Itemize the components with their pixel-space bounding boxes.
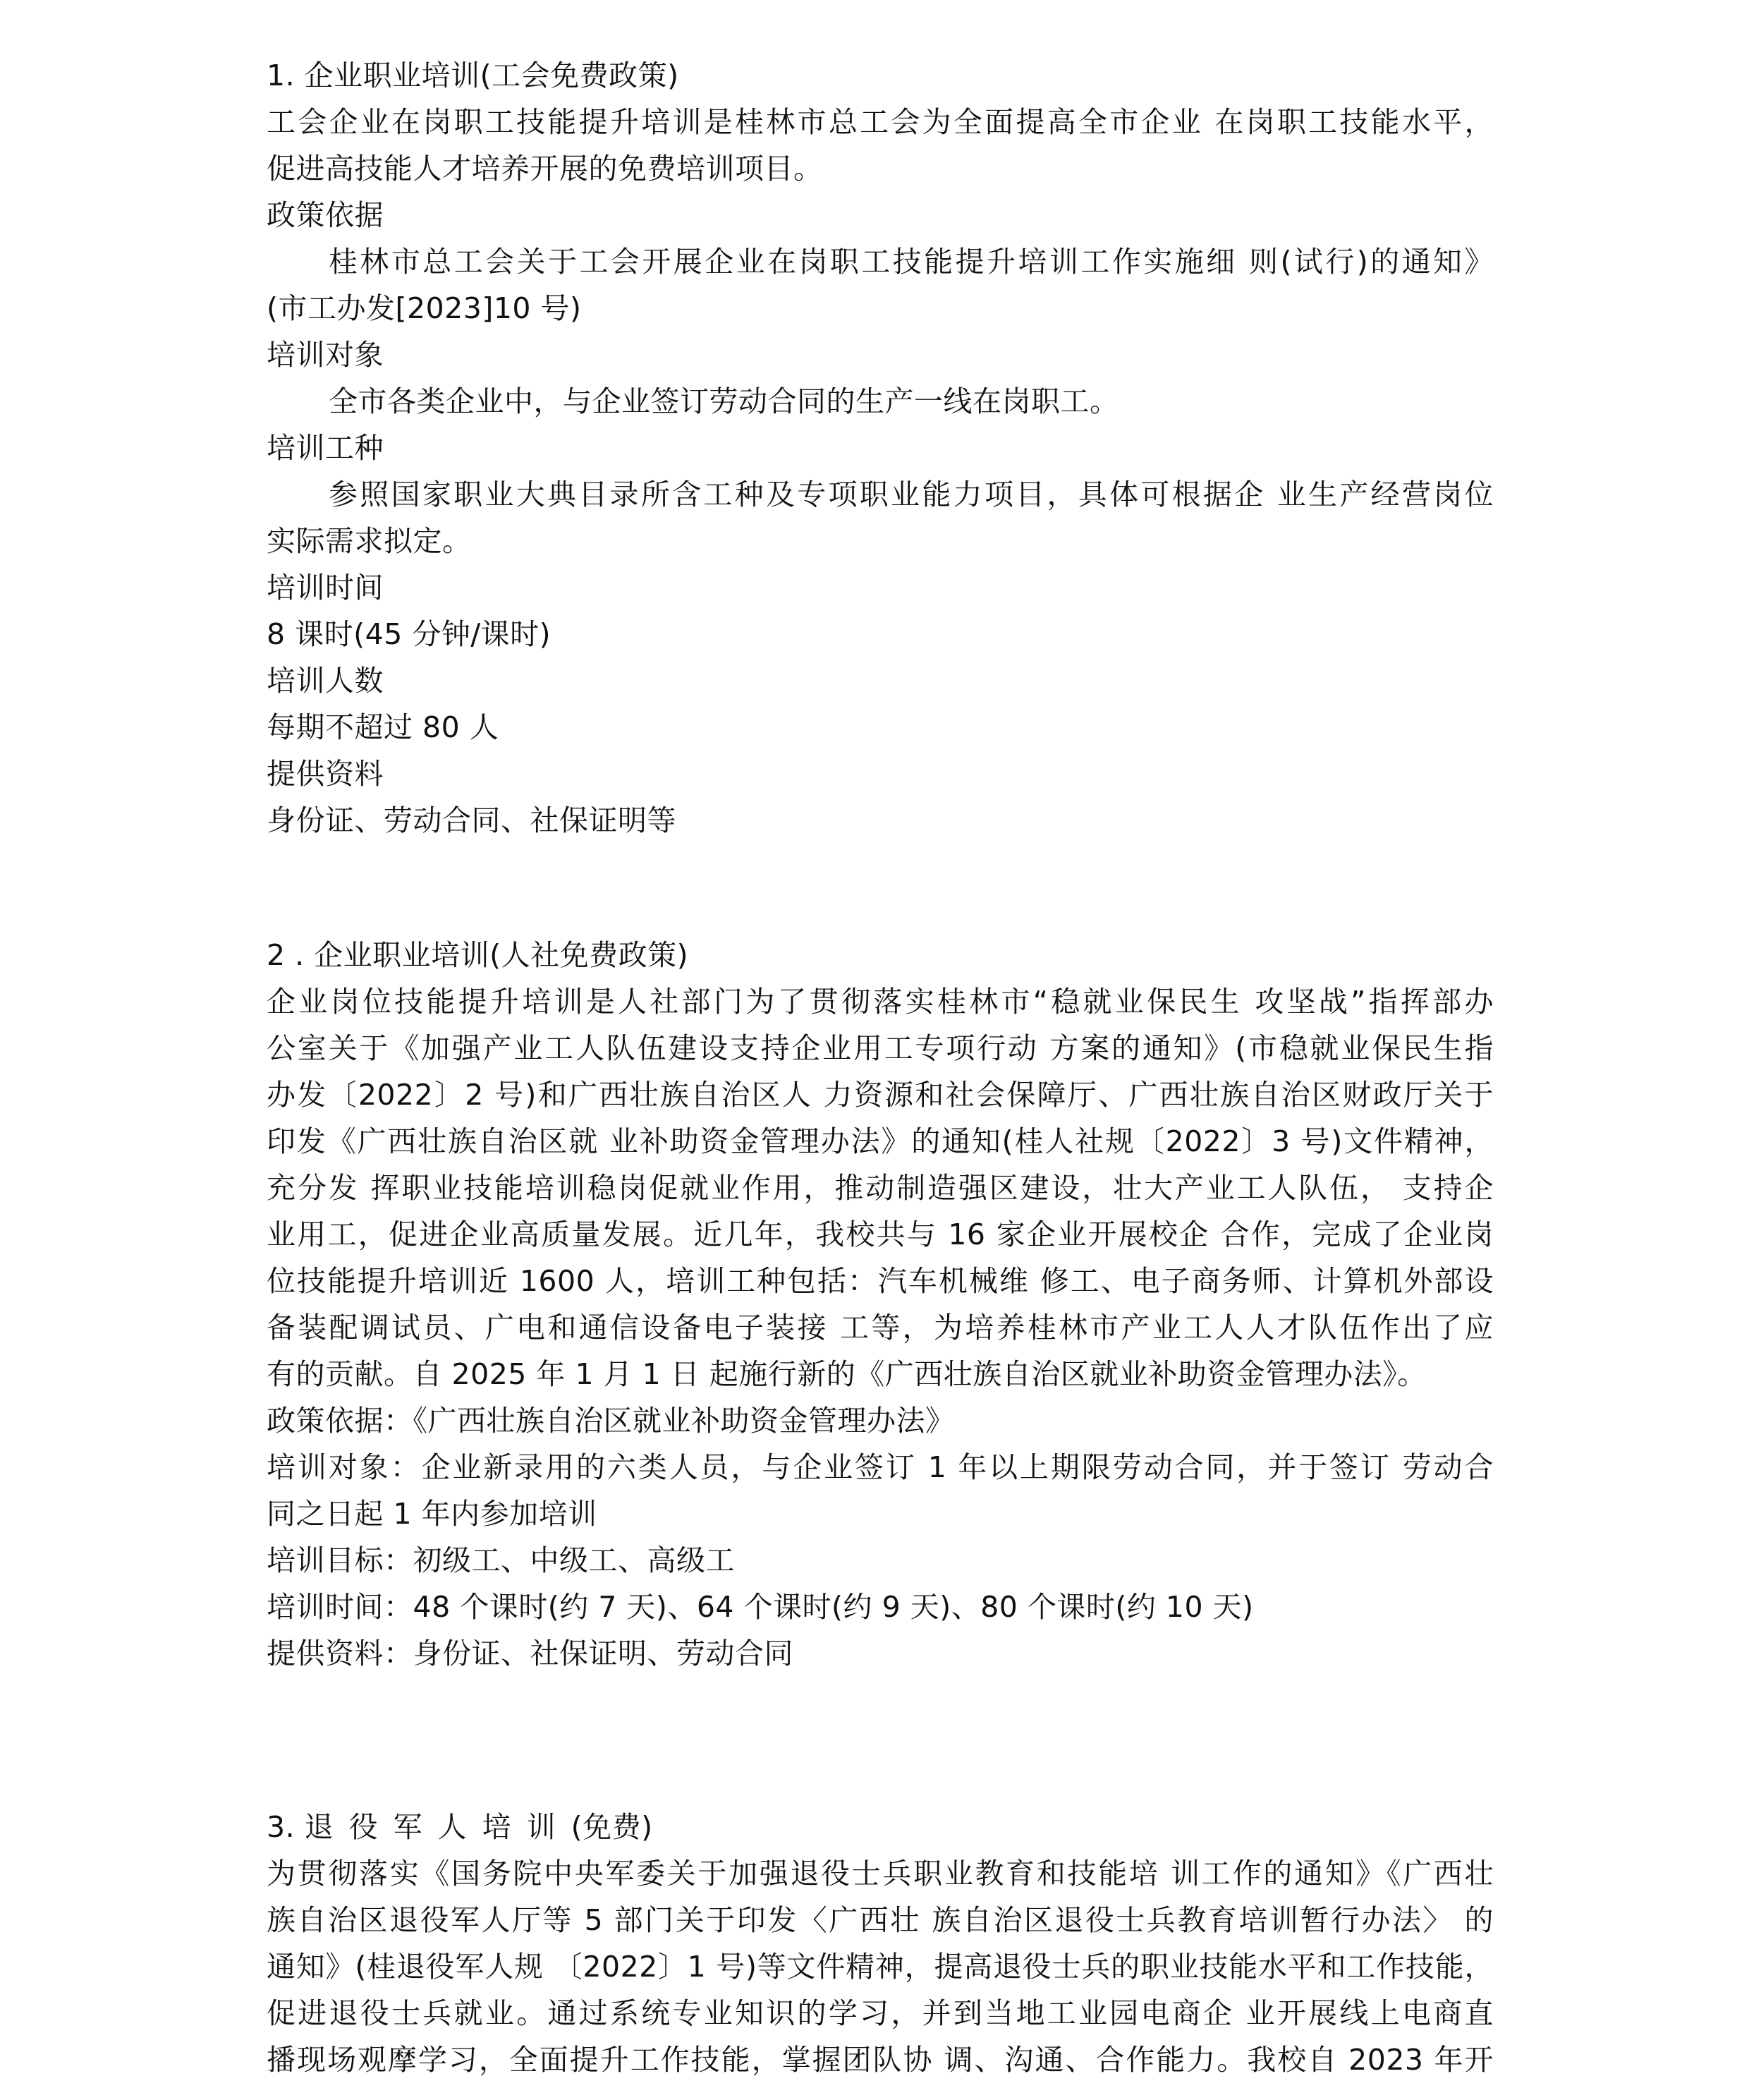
document-body [267, 0, 1494, 2100]
section-2-goal: 培训目标：初级工、中级工、高级工 [267, 1543, 735, 1577]
section-1-target-text: 全市各类企业中，与企业签订劳动合同的生产一线在岗职工。 [329, 384, 1119, 418]
section-3-heading-tail: (免费) [571, 1810, 653, 1844]
section-1-time-label: 培训时间 [267, 571, 384, 605]
section-2-body-line: 办发〔2022〕2 号)和广西壮族自治区人 力资源和社会保障厅、广西壮族自治区财政厅关于 [267, 1078, 1494, 1112]
section-1-intro-line: 工会企业在岗职工技能提升培训是桂林市总工会为全面提高全市企业 在岗职工技能水平， [267, 105, 1494, 139]
section-3-heading [267, 1804, 1494, 1850]
section-2-target: 培训对象：企业新录用的六类人员，与企业签订 1 年以上期限劳动合同，并于签订 劳动合 [267, 1450, 1494, 1484]
section-1-policy-text: 桂林市总工会关于工会开展企业在岗职工技能提升培训工作实施细 则(试行)的通知》 [329, 245, 1494, 279]
section-1-type-label: 培训工种 [267, 431, 384, 465]
section-3-body-line: 为贯彻落实《国务院中央军委关于加强退役士兵职业教育和技能培 训工作的通知》《广西壮 [267, 1857, 1494, 1890]
section-2-target: 同之日起 1 年内参加培训 [267, 1497, 597, 1531]
section-2-body-line: 备装配调试员、广电和通信设备电子装接 工等，为培养桂林市产业工人人才队伍作出了应 [267, 1311, 1494, 1345]
section-1-count-text: 每期不超过 80 人 [267, 710, 499, 744]
section-2-body-line: 印发《广西壮族自治区就 业补助资金管理办法》的通知(桂人社规〔2022〕3 号)文件精神， [267, 1124, 1494, 1158]
section-2-policy: 政策依据：《广西壮族自治区就业补助资金管理办法》 [267, 1404, 955, 1438]
section-1-materials-text: 身份证、劳动合同、社保证明等 [267, 803, 676, 837]
section-2-body-line: 充分发 挥职业技能培训稳岗促就业作用，推动制造强区建设，壮大产业工人队伍， 支持企 [267, 1171, 1494, 1205]
section-1-target-label: 培训对象 [267, 338, 384, 372]
section-3-heading-number: 3. [267, 1810, 295, 1844]
section-2-body-line: 公室关于《加强产业工人队伍建设支持企业用工专项行动 方案的通知》(市稳就业保民生指 [267, 1031, 1494, 1065]
section-2-body-line: 位技能提升培训近 1600 人，培训工种包括：汽车机械维 修工、电子商务师、计算机外部设 [267, 1264, 1494, 1298]
section-1-policy-text: (市工办发[2023]10 号) [267, 291, 582, 325]
section-3-body-line: 播现场观摩学习，全面提升工作技能，掌握团队协 调、沟通、合作能力。我校自 2023 年开 [267, 2043, 1494, 2077]
section-2-body-line: 企业岗位技能提升培训是人社部门为了贯彻落实桂林市“稳就业保民生 攻坚战”指挥部办 [267, 985, 1494, 1019]
section-2-materials: 提供资料：身份证、社保证明、劳动合同 [267, 1637, 793, 1670]
section-1-heading: 1. 企业职业培训(工会免费政策) [267, 59, 679, 92]
section-1-count-label: 培训人数 [267, 664, 384, 698]
section-1-policy-label: 政策依据 [267, 198, 384, 232]
section-2-heading: 2 . 企业职业培训(人社免费政策) [267, 938, 689, 972]
section-3-heading-title: 退役军人培训 [304, 1810, 571, 1844]
section-1-materials-label: 提供资料 [267, 757, 384, 791]
section-1-time-text: 8 课时(45 分钟/课时) [267, 617, 551, 651]
section-2-body-line: 业用工，促进企业高质量发展。近几年，我校共与 16 家企业开展校企 合作，完成了企业岗 [267, 1218, 1494, 1251]
section-1-intro-line: 促进高技能人才培养开展的免费培训项目。 [267, 152, 823, 186]
section-1-type-text: 参照国家职业大典目录所含工种及专项职业能力项目，具体可根据企 业生产经营岗位 [329, 478, 1494, 511]
section-1-type-text: 实际需求拟定。 [267, 524, 472, 558]
section-2-time: 培训时间：48 个课时(约 7 天)、64 个课时(约 9 天)、80 个课时(约 10 天) [267, 1590, 1254, 1624]
section-2-body-line: 有的贡献。自 2025 年 1 月 1 日 起施行新的《广西壮族自治区就业补助资金管理办法》。 [267, 1357, 1427, 1391]
section-3-body-line: 族自治区退役军人厅等 5 部门关于印发〈广西壮 族自治区退役士兵教育培训暂行办法〉 的 [267, 1903, 1494, 1937]
section-3-body-line: 通知》(桂退役军人规 〔2022〕1 号)等文件精神，提高退役士兵的职业技能水平和工作技能， [267, 1950, 1494, 1984]
section-3-body-line: 促进退役士兵就业。通过系统专业知识的学习，并到当地工业园电商企 业开展线上电商直 [267, 1996, 1494, 2030]
